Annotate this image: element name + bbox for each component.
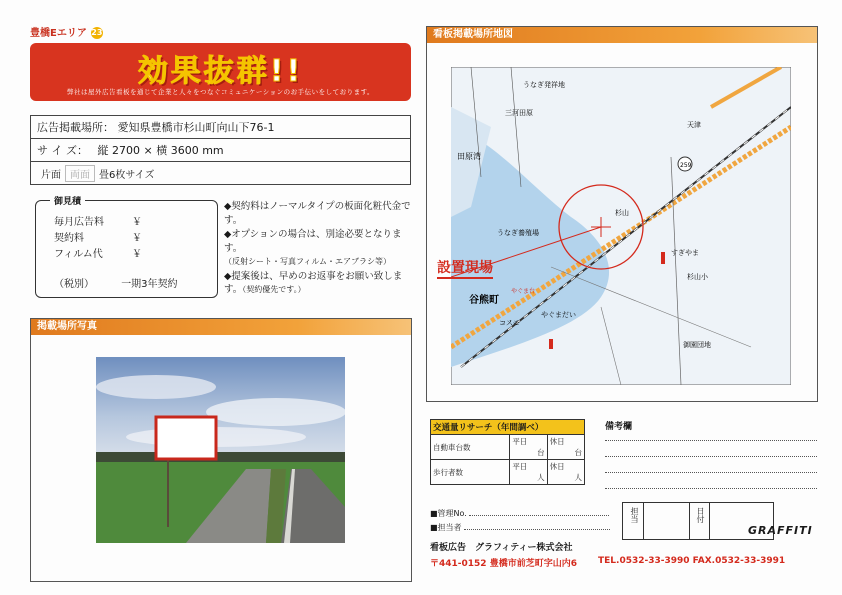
traffic-period: 平日 bbox=[512, 437, 528, 446]
sign-divider bbox=[643, 503, 644, 539]
estimate-row-value: ￥ bbox=[132, 233, 142, 244]
headline-banner bbox=[30, 43, 411, 101]
size-label: サ イ ズ： bbox=[37, 144, 88, 157]
map-label: うなぎ発祥地 bbox=[523, 81, 565, 89]
note-item bbox=[224, 270, 412, 297]
estimate-box bbox=[35, 197, 218, 298]
map-label: 杉山小 bbox=[687, 273, 708, 281]
map-label: 三河田原 bbox=[505, 109, 533, 117]
remarks-line bbox=[605, 472, 817, 473]
remarks-line bbox=[605, 488, 817, 489]
traffic-table bbox=[430, 419, 585, 485]
map-label: コスモ bbox=[499, 319, 520, 327]
remarks-line bbox=[605, 440, 817, 441]
traffic-period: 休日 bbox=[549, 437, 565, 446]
notes bbox=[224, 200, 412, 298]
site-photo-image bbox=[96, 357, 345, 543]
management-person bbox=[430, 522, 610, 533]
sign-staff-label: 担当 bbox=[630, 507, 639, 523]
location-value: 愛知県豊橋市杉山町向山下76-1 bbox=[117, 121, 275, 134]
side-option-off: 両面 bbox=[65, 165, 95, 182]
traffic-period: 休日 bbox=[549, 462, 565, 471]
management-person-label: ■担当者 bbox=[430, 523, 462, 532]
map-label: やぐま台 bbox=[511, 288, 536, 295]
location-cell bbox=[31, 116, 411, 139]
estimate-row bbox=[54, 213, 142, 228]
sign-date-label: 日付 bbox=[696, 507, 705, 523]
side-value: 畳6枚サイズ bbox=[99, 169, 155, 181]
company-address: 〒441-0152 豊橋市前芝町字山内6 bbox=[430, 559, 577, 569]
management-no-line bbox=[469, 515, 609, 516]
remarks-label: 備考欄 bbox=[605, 422, 633, 432]
photo-section-title: 掲載場所写真 bbox=[31, 319, 411, 335]
company-phone: TEL.0532-33-3990 FAX.0532-33-3991 bbox=[598, 556, 786, 566]
estimate-row bbox=[54, 245, 142, 260]
estimate-row-value: ￥ bbox=[132, 217, 142, 228]
map-section bbox=[426, 26, 818, 402]
ad-info-table bbox=[30, 115, 411, 185]
note-text: ◆契約料はノーマルタイプの板面化粧代金です。 bbox=[224, 201, 411, 226]
estimate-row bbox=[54, 229, 142, 244]
tax-note: （税別） bbox=[54, 279, 94, 290]
map-label: 259 bbox=[680, 162, 692, 169]
traffic-cell bbox=[547, 460, 584, 485]
headline: 効果抜群!! bbox=[137, 54, 304, 89]
side-cell bbox=[31, 162, 411, 185]
note-small: （反射シート・写真フィルム・エアブラシ等） bbox=[224, 257, 392, 266]
estimate-row-label: 契約料 bbox=[54, 233, 84, 244]
area-number-badge: 23 bbox=[91, 28, 103, 37]
note-small: （契約優先です。） bbox=[242, 285, 306, 294]
traffic-row bbox=[431, 435, 585, 460]
company-name: 看板広告 グラフィティー株式会社 bbox=[430, 543, 573, 553]
map-label: 杉山 bbox=[615, 209, 629, 217]
side-label: 片面 bbox=[41, 169, 61, 181]
traffic-cell bbox=[510, 435, 547, 460]
traffic-row-label: 歩行者数 bbox=[431, 460, 510, 485]
traffic-unit: 人 bbox=[537, 473, 545, 482]
location-label: 広告掲載場所： bbox=[37, 121, 114, 134]
traffic-cell bbox=[547, 435, 584, 460]
sign-divider bbox=[709, 503, 710, 539]
area-label-text: 豊橋Eエリア bbox=[30, 28, 87, 39]
setting-site-label: 設置現場 bbox=[437, 257, 493, 279]
estimate-title: 御見積 bbox=[50, 194, 85, 207]
map-label: 御園団地 bbox=[683, 341, 711, 349]
note-text: ◆オプションの場合は、別途必要となります。 bbox=[224, 229, 402, 254]
management-no-label: ■管理No. bbox=[430, 509, 467, 518]
location-row bbox=[31, 116, 411, 139]
estimate-row-value: ￥ bbox=[132, 249, 142, 260]
map-label: 天津 bbox=[687, 121, 701, 129]
management-person-line bbox=[464, 529, 610, 530]
estimate-row-label: フィルム代 bbox=[54, 249, 103, 260]
photo-section bbox=[30, 318, 412, 582]
graffiti-logo: GRAFFITI bbox=[748, 524, 813, 537]
traffic-row bbox=[431, 460, 585, 485]
map-section-title: 看板掲載場所地図 bbox=[427, 27, 817, 43]
traffic-period: 平日 bbox=[512, 462, 528, 471]
estimate-tax-row bbox=[54, 275, 178, 290]
traffic-row-label: 自動車台数 bbox=[431, 435, 510, 460]
note-item bbox=[224, 200, 412, 227]
traffic-unit: 台 bbox=[537, 448, 545, 457]
note-text: ◆提案後は、早めのお返事をお願い致します。 bbox=[224, 270, 403, 295]
contract-term: 一期3年契約 bbox=[121, 279, 178, 290]
site-map bbox=[451, 67, 791, 385]
map-label: うなぎ養殖場 bbox=[497, 229, 539, 237]
management-no bbox=[430, 508, 609, 519]
area-label bbox=[30, 24, 103, 39]
map-label: 谷熊町 bbox=[469, 295, 499, 306]
traffic-title: 交通量リサーチ（年間調べ） bbox=[431, 420, 585, 435]
estimate-row-label: 毎月広告料 bbox=[54, 217, 104, 228]
remarks-line bbox=[605, 456, 817, 457]
note-item bbox=[224, 228, 412, 269]
size-cell bbox=[31, 139, 411, 162]
map-label: すぎやま bbox=[671, 249, 699, 257]
map-label: 田原湾 bbox=[457, 152, 481, 161]
map-label: やぐまだい bbox=[541, 311, 576, 319]
traffic-unit: 台 bbox=[574, 448, 582, 457]
size-row bbox=[31, 139, 411, 162]
side-row bbox=[31, 162, 411, 185]
site-photo bbox=[96, 357, 345, 543]
banner-subtitle: 弊社は屋外広告看板を通じて企業と人々をつなぐコミュニケーションのお手伝いをしております。 bbox=[66, 88, 375, 96]
traffic-cell bbox=[510, 460, 547, 485]
size-value: 縦 2700 × 横 3600 mm bbox=[97, 144, 224, 157]
sign-divider bbox=[689, 503, 690, 539]
traffic-unit: 人 bbox=[574, 473, 582, 482]
